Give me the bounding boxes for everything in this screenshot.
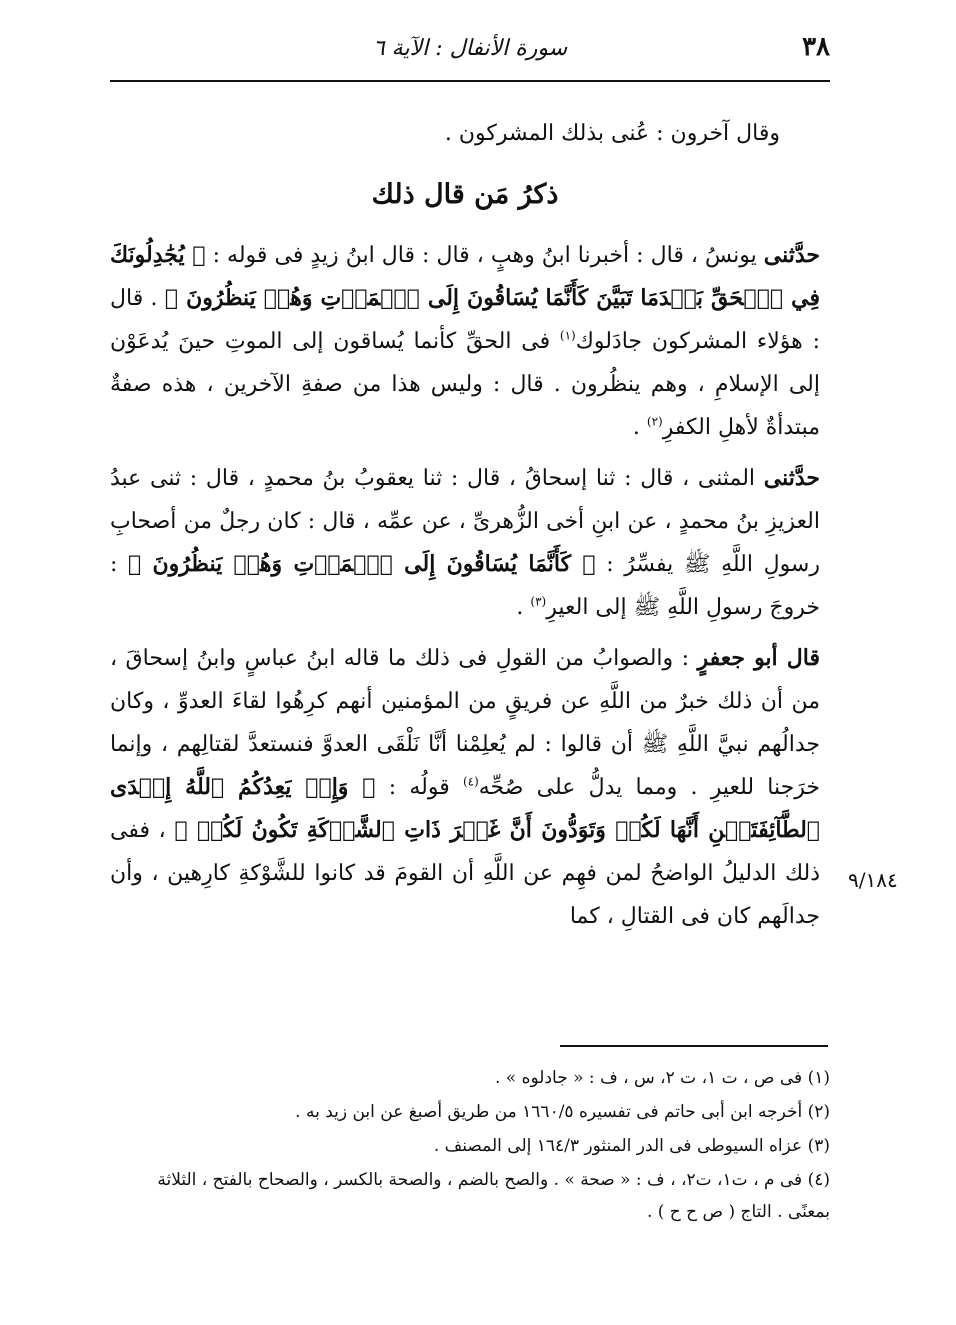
margin-reference: ٩/١٨٤ (848, 868, 898, 892)
section-heading: ذكرُ مَن قال ذلك (371, 179, 559, 210)
intro-line: وقال آخرون : عُنى بذلك المشركون . (444, 121, 780, 146)
paragraph-2-text-1: المثنى ، قال : ثنا إسحاقُ ، قال : ثنا يعقوبُ بنُ محمدٍ ، قال : ثنى عبدُ العزيزِ بنُ محمدٍ ، عن ابنِ أخى الزُّهرىِّ ، عن عمِّه ، قال : كان رجلٌ من أصحابِ رسولِ اللَّهِ ﷺ يفسِّرُ : (110, 466, 820, 577)
running-title: سورة الأنفال : الآية ٦ (372, 36, 568, 61)
paragraph-1-text-4: . (632, 415, 647, 440)
paragraph-2-text-3: . (516, 595, 531, 620)
paragraph-3-text-2: قولُه : (375, 775, 463, 800)
footnote-1: (١) فى ص ، ت ١، ت ٢، س ، ف : « جادلوه » . (494, 1068, 830, 1088)
footnote-ref-3[interactable]: (٣) (530, 594, 547, 609)
header-rule (110, 80, 830, 82)
footnote-4: (٤) فى م ، ت١، ت٢، ، ف : « صحة » . والصح بالضم ، والصحة بالكسر ، والصحاح بالفتح ، الثلاثة بمعنًى . التاج ( ص ح ح ) . (157, 1170, 830, 1222)
paragraph-1-lead: حدَّثنى (763, 242, 820, 268)
paragraph-3-text-3: ، ففى ذلك الدليلُ الواضحُ لمن فهِم عن اللَّهِ أن القومَ قد كانوا للشَّوْكةِ كارِهين ، وأن جدالَهم كان فى القتالِ ، كما (110, 818, 820, 929)
footnote-3: (٣) عزاه السيوطى فى الدر المنثور ١٦٤/٣ إلى المصنف . (433, 1136, 830, 1156)
paragraph-3-lead: قال أبو جعفرٍ (697, 645, 820, 671)
paragraph-3 (110, 637, 820, 938)
page-header (110, 28, 830, 72)
footnote-ref-2[interactable]: (٢) (646, 414, 663, 429)
footnote-rule (560, 1045, 828, 1047)
paragraph-3-text-1: : والصوابُ من القولِ فى ذلك ما قاله ابنُ عباسٍ وابنُ إسحاقَ ، من أن ذلك خبرٌ من اللَّهِ عن فريقٍ من المؤمنين أنهم كرِهُوا لقاءَ العدوِّ ، وكان جدالُهم نبيَّ اللَّهِ ﷺ أن قالوا : لم يُعلِمْنا أنَّا نَلْقَى العدوَّ فنستعدَّ لقتالِهم ، وإنما خرَجنا للعيرِ . ومما يدلُّ على صُحِّه (110, 646, 821, 800)
paragraph-2-text-2: : خروجَ رسولِ اللَّهِ ﷺ إلى العيرِ (110, 552, 820, 620)
quran-verse-1: ﴿ يُجَٰدِلُونَكَ فِي ٱلۡحَقِّ بَعۡدَمَا تَبَيَّنَ كَأَنَّمَا يُسَاقُونَ إِلَى ٱلۡمَوۡتِ وَهُمۡ يَنظُرُونَ ﴾ (110, 242, 820, 311)
footnote-ref-1[interactable]: (١) (559, 328, 576, 343)
paragraph-1-text-1: يونسُ ، قال : أخبرنا ابنُ وهبٍ ، قال : قال ابنُ زيدٍ فى قوله : (205, 243, 764, 268)
quran-verse-2: ﴿ كَأَنَّمَا يُسَاقُونَ إِلَى ٱلۡمَوۡتِ وَهُمۡ يَنظُرُونَ ﴾ (128, 551, 596, 577)
paragraph-1-text-3: فى الحقِّ كأنما يُساقون إلى الموتِ حينَ يُدعَوْن إلى الإسلامِ ، وهم ينظُرون . قال : وليس هذا من صفةِ الآخرين ، هذه صفةٌ مبتدأةٌ لأهلِ الكفرِ (110, 329, 820, 440)
footnote-2: (٢) أخرجه ابن أبى حاتم فى تفسيره ١٦٦٠/٥ من طريق أصبغ عن ابن زيد به . (295, 1102, 830, 1122)
footnotes (110, 1062, 830, 1230)
paragraph-1 (110, 234, 820, 449)
paragraph-1-text-2: . قال : هؤلاء المشركون جادَلوك (110, 286, 820, 354)
paragraph-2 (110, 457, 820, 629)
footnote-ref-4[interactable]: (٤) (462, 774, 479, 789)
main-text (110, 112, 820, 946)
page-number: ٣٨ (802, 32, 830, 62)
paragraph-2-lead: حدَّثنى (763, 465, 820, 491)
quran-verse-3: ﴿ وَإِذۡ يَعِدُكُمُ ٱللَّهُ إِحۡدَى ٱلطَّآئِفَتَيۡنِ أَنَّهَا لَكُمۡ وَتَوَدُّونَ أَنَّ غَيۡرَ ذَاتِ ٱلشَّوۡكَةِ تَكُونُ لَكُمۡ ﴾ (110, 774, 820, 843)
